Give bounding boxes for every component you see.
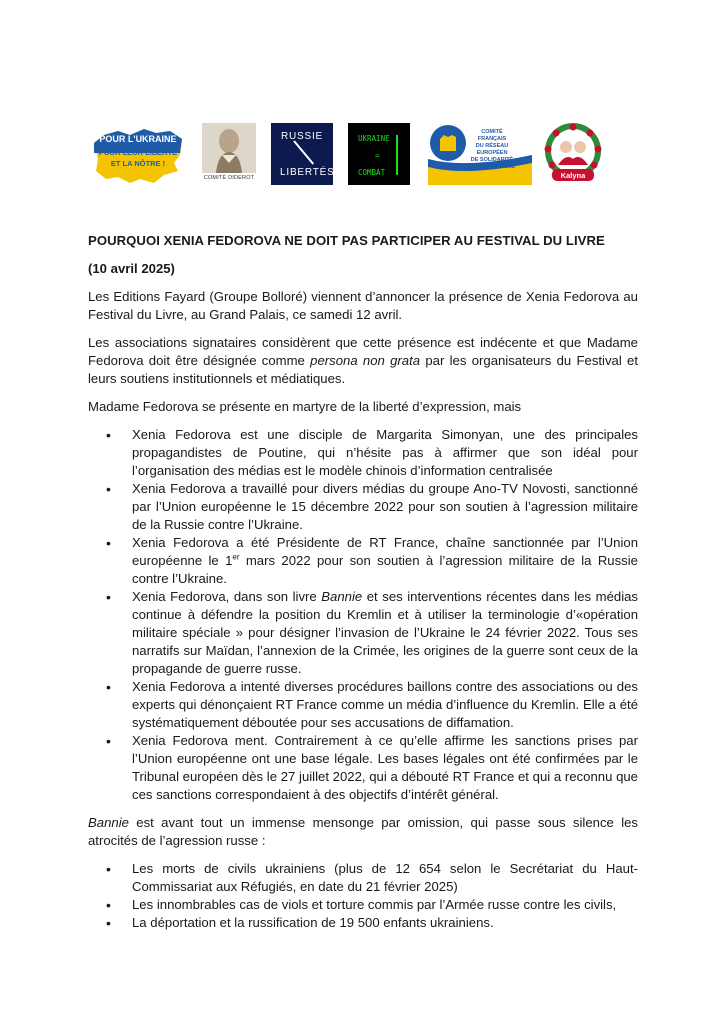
diderot-portrait-image <box>202 123 256 173</box>
list-item: • Xenia Fedorova a été Présidente de RT France, chaîne sanctionnée par l’Union européenne le 1er mars 2022 pour son soutien à l’agression militaire de la Russie contre l’Ukraine. <box>88 534 638 588</box>
combat-text-line3: COMBAT <box>358 168 386 177</box>
comite-line1: COMITÉ <box>481 129 503 135</box>
list-item: • Xenia Fedorova a intenté diverses procédures baillons contre des associations ou des experts qui dénonçaient RT France comme un média d’influence du Kremlin. Elle a été systématiquement déboutée pour ses accusations de diffamation. <box>88 678 638 732</box>
bullet-list-facts <box>88 426 638 804</box>
paragraph-martyre: Madame Fedorova se présente en martyre de la liberté d’expression, mais <box>88 399 522 414</box>
kalyna-text: Kalyna <box>560 171 586 180</box>
logo-text-line3: ET LA NÔTRE ! <box>110 159 166 168</box>
diderot-caption: COMITÉ DIDEROT <box>203 175 255 181</box>
combat-bar <box>396 135 398 175</box>
libertes-text: LIBERTÉS <box>280 167 335 178</box>
kalyna-logo <box>542 123 604 185</box>
press-release <box>88 232 638 932</box>
list-item: • Les innombrables cas de viols et torture commis par l’Armée russe contre les civils, <box>88 896 638 914</box>
comite-line6: AVEC L'UKRAINE <box>468 164 516 170</box>
list-item: • Les morts de civils ukrainiens (plus de 12 654 selon le Secrétariat du Haut-Commissariat aux Réfugiés, en date du 21 février 2025) <box>88 860 638 896</box>
paragraph-announcement: Les Editions Fayard (Groupe Bolloré) viennent d’annoncer la présence de Xenia Fedorova au Festival du Livre, au Grand Palais, ce samedi 12 avril. <box>88 289 638 322</box>
combat-text-line2: = <box>375 151 380 160</box>
russie-libertes-logo <box>271 123 333 185</box>
emphasis-persona-non-grata: persona non grata <box>310 353 421 368</box>
page-title: POURQUOI XENIA FEDOROVA NE DOIT PAS PARTICIPER AU FESTIVAL DU LIVRE <box>88 233 605 248</box>
comite-line3: DU RÉSEAU <box>475 143 509 149</box>
comite-line2: FRANÇAIS <box>477 136 507 142</box>
paragraph-bannie: Bannie est avant tout un immense mensonge par omission, qui passe sous silence les atrocités de l’agression russe : <box>88 815 638 848</box>
pour-l-ukraine-logo <box>90 125 186 187</box>
combat-text-line1: UKRAINE <box>358 134 390 143</box>
comite-diderot-logo <box>202 123 256 187</box>
list-item: • Xenia Fedorova, dans son livre Bannie et ses interventions récentes dans les médias continue à défendre la position du Kremlin et à utiliser la terminologie d’«opération militaire spéciale » pour désigner l’invasion de l’Ukraine le 24 février 2022. Tous ses narratifs sur Maïdan, l’annexion de la Crimée, les origines de la guerre sont ceux de la propagande de guerre russe. <box>88 588 638 678</box>
list-item: • Xenia Fedorova est une disciple de Margarita Simonyan, une des principales propagandistes de Poutine, qui n’hésite pas à affirmer que son idéal pour l’organisation des médias est le modèle chinois d’information centralisée <box>88 426 638 480</box>
release-date: (10 avril 2025) <box>88 261 175 276</box>
list-item: • La déportation et la russification de 19 500 enfants ukrainiens. <box>88 914 638 932</box>
list-item: • Xenia Fedorova a travaillé pour divers médias du groupe Ano-TV Novosti, sanctionné par l’Union européenne le 15 décembre 2022 pour son soutien à l’agression militaire de la Russie contre l’Ukraine. <box>88 480 638 534</box>
ukraine-combat-logo <box>348 123 410 185</box>
slash-divider <box>293 140 314 164</box>
logo-strip <box>90 123 630 189</box>
paragraph-associations: Les associations signataires considèrent que cette présence est indécente et que Madame Fedorova doit être désignée comme persona non grata par les organisateurs du Festival et leurs soutiens institutionnels et médiatiques. <box>88 335 638 386</box>
logo-text-line1: POUR L'UKRAINE <box>99 134 177 144</box>
comite-line5: DE SOLIDARITÉ <box>470 157 514 163</box>
logo-text-line2: POUR LEUR LIBERTÉ <box>98 148 178 157</box>
comite-solidarite-logo <box>426 123 534 185</box>
russie-text: RUSSIE <box>281 131 324 142</box>
list-item: • Xenia Fedorova ment. Contrairement à ce qu’elle affirme les sanctions prises par l’Union européenne ont une base légale. Les bases légales ont été confirmées par le Tribunal européen dès le 27 juillet 2022, qui a débouté RT France et qui a reconnu que ces sanctions correspondaient à des objectifs d’intérêt général. <box>88 732 638 804</box>
comite-line4: EUROPÉEN <box>476 150 508 156</box>
bullet-list-atrocities <box>88 860 638 932</box>
